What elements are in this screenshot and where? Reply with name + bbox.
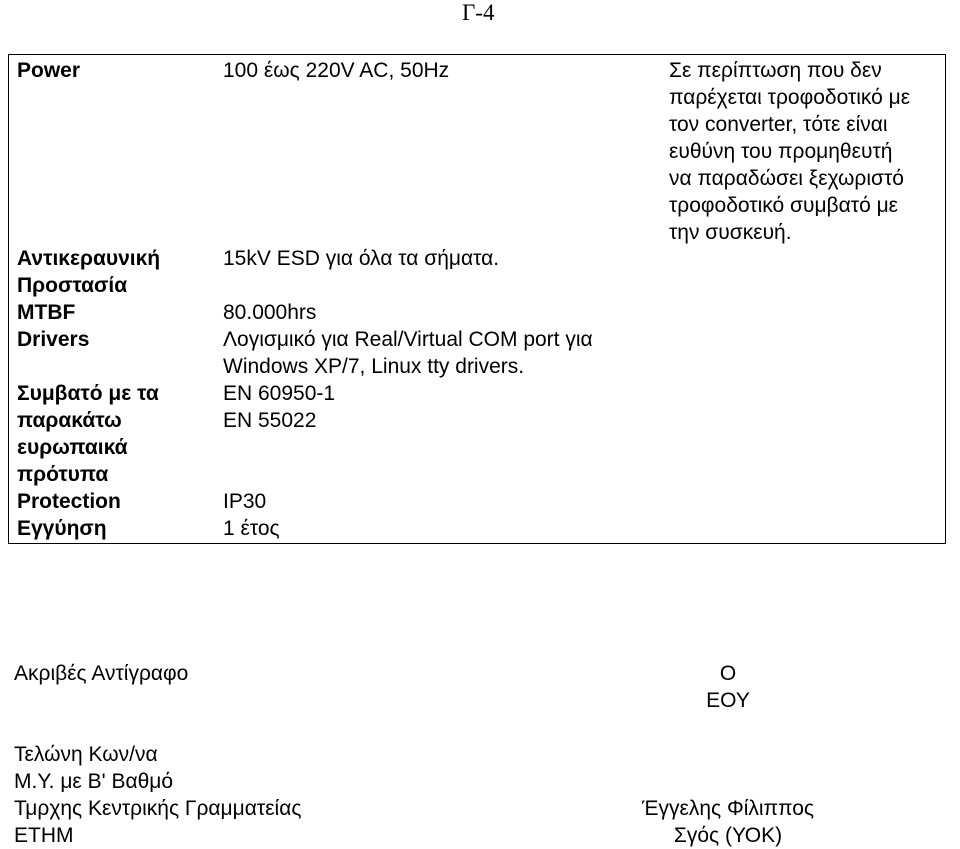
- sig-line: ΕΟΥ: [706, 689, 750, 712]
- value-line: EN 60950-1: [223, 382, 336, 405]
- label-line: Εγγύηση: [17, 517, 107, 540]
- label-line: MTBF: [17, 301, 76, 324]
- label-line: Συμβατό με τα: [17, 382, 159, 405]
- label-line: Drivers: [17, 328, 90, 351]
- right-signature-block: [622, 795, 834, 849]
- sig-line: Μ.Υ. με Β' Βαθμό: [14, 770, 174, 793]
- row-label: [17, 326, 207, 353]
- value-line: 15kV ESD για όλα τα σήματα.: [223, 247, 500, 270]
- row-note: [669, 57, 941, 246]
- value-line: 1 έτος: [223, 517, 280, 540]
- row-label: [17, 245, 207, 299]
- page-number: Γ-4: [462, 0, 495, 25]
- value-line: Windows XP/7, Linux tty drivers.: [223, 355, 525, 378]
- note-line: την συσκευή.: [669, 221, 792, 244]
- label-line: Προστασία: [17, 274, 128, 297]
- note-line: Σε περίπτωση που δεν: [669, 59, 882, 82]
- sig-line: ΕΤΗΜ: [14, 824, 74, 847]
- spec-table: [8, 54, 946, 544]
- label-line: Αντικεραυνική: [17, 247, 161, 270]
- row-value: [223, 515, 663, 542]
- row-value: [223, 57, 663, 84]
- label-line: παρακάτω: [17, 409, 122, 432]
- row-value: [223, 488, 663, 515]
- row-label: [17, 57, 207, 84]
- sig-line: Ο: [719, 662, 737, 685]
- value-line: EN 55022: [223, 409, 317, 432]
- value-line: Λογισμικό για Real/Virtual COM port για: [223, 328, 593, 351]
- sig-line: Ακριβές Αντίγραφο: [14, 662, 189, 685]
- row-value: [223, 326, 663, 380]
- certified-copy-label: [14, 660, 188, 687]
- approver-title: [640, 660, 816, 714]
- note-line: παρέχεται τροφοδοτικό με: [669, 86, 911, 109]
- sig-line: Έγγελης Φίλιππος: [641, 797, 815, 820]
- note-line: τον converter, τότε είναι: [669, 113, 888, 136]
- label-line: ευρωπαικά: [17, 436, 128, 459]
- row-value: [223, 245, 663, 272]
- value-line: IP30: [223, 490, 267, 513]
- label-line: Protection: [17, 490, 121, 513]
- note-line: να παραδώσει ξεχωριστό: [669, 167, 904, 190]
- label-line: Power: [17, 59, 81, 82]
- sig-line: Τμρχης Κεντρικής Γραμματείας: [14, 797, 302, 820]
- label-line: πρότυπα: [17, 463, 109, 486]
- note-line: ευθύνη του προμηθευτή: [669, 140, 893, 163]
- sig-line: Τελώνη Κων/να: [14, 743, 158, 766]
- row-label: [17, 299, 207, 326]
- row-value: [223, 380, 663, 434]
- row-value: [223, 299, 663, 326]
- note-line: τροφοδοτικό συμβατό με: [669, 194, 899, 217]
- row-label: [17, 488, 207, 515]
- left-signature-block: [14, 741, 301, 849]
- row-label: [17, 515, 207, 542]
- value-line: 100 έως 220V AC, 50Hz: [223, 59, 450, 82]
- row-label: [17, 380, 207, 488]
- sig-line: Σγός (ΥΟΚ): [673, 824, 783, 847]
- value-line: 80.000hrs: [223, 301, 317, 324]
